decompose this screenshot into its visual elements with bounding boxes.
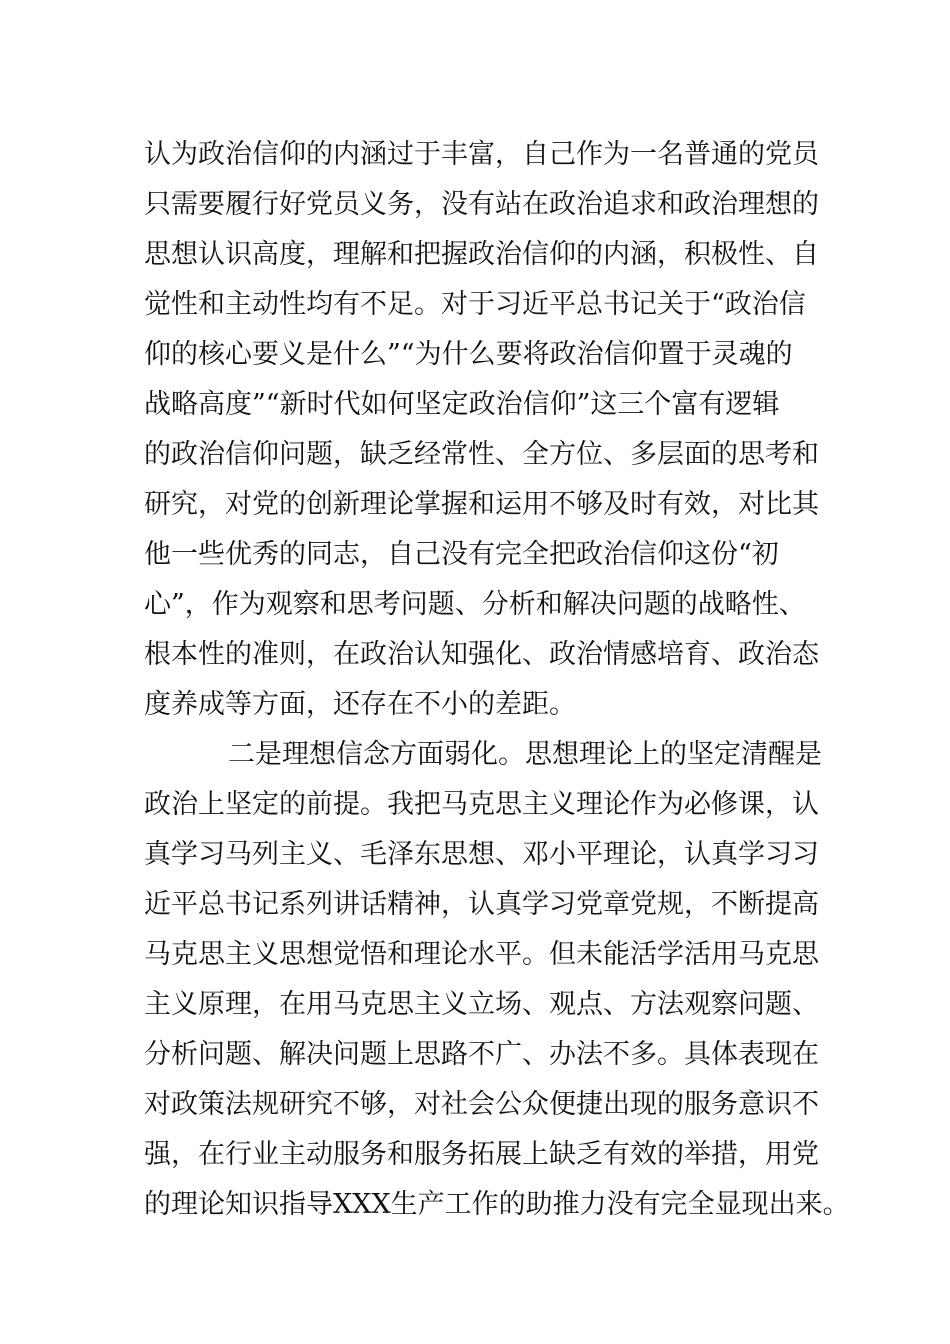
text-line: 仰的核心要义是什么”“为什么要将政治信仰置于灵魂的	[144, 339, 793, 370]
text-line: 真学习马列主义、毛泽东思想、邓小平理论，认真学习习	[144, 839, 819, 870]
text-line: 的理论知识指导XXX生产工作的助推力没有完全显现出来。	[144, 1189, 850, 1220]
text-line: 马克思主义思想觉悟和理论水平。但未能活学活用马克思	[144, 939, 819, 970]
paragraph-first-line: 二是理想信念方面弱化。思想理论上的坚定清醒是	[228, 739, 822, 770]
text-line: 战略高度”“新时代如何坚定政治信仰”这三个富有逻辑	[144, 389, 780, 420]
text-line: 心”，作为观察和思考问题、分析和解决问题的战略性、	[144, 589, 806, 620]
text-line: 研究，对党的创新理论掌握和运用不够及时有效，对比其	[144, 489, 819, 520]
text-line: 他一些优秀的同志，自己没有完全把政治信仰这份“初	[144, 539, 779, 570]
text-line: 只需要履行好党员义务，没有站在政治追求和政治理想的	[144, 189, 819, 220]
text-line: 对政策法规研究不够，对社会公众便捷出现的服务意识不	[144, 1089, 819, 1120]
text-line: 政治上坚定的前提。我把马克思主义理论作为必修课，认	[144, 789, 819, 820]
text-line: 思想认识高度，理解和把握政治信仰的内涵，积极性、自	[144, 239, 819, 270]
text-line: 认为政治信仰的内涵过于丰富，自己作为一名普通的党员	[144, 139, 819, 170]
text-line: 近平总书记系列讲话精神，认真学习党章党规，不断提高	[144, 889, 819, 920]
text-line: 根本性的准则，在政治认知强化、政治情感培育、政治态	[144, 639, 819, 670]
text-line: 强，在行业主动服务和服务拓展上缺乏有效的举措，用党	[144, 1139, 819, 1170]
text-line: 主义原理，在用马克思主义立场、观点、方法观察问题、	[144, 989, 819, 1020]
text-line: 的政治信仰问题，缺乏经常性、全方位、多层面的思考和	[144, 439, 819, 470]
text-line: 分析问题、解决问题上思路不广、办法不多。具体表现在	[144, 1039, 819, 1070]
text-line: 觉性和主动性均有不足。对于习近平总书记关于“政治信	[144, 289, 806, 320]
text-line: 度养成等方面，还存在不小的差距。	[144, 689, 576, 720]
